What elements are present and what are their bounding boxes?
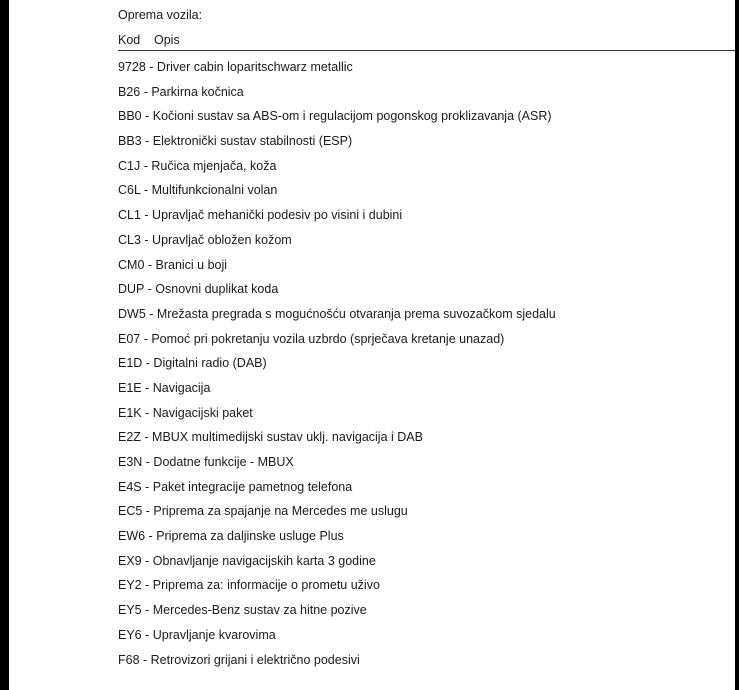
section-title: Oprema vozila: [118,8,203,22]
list-item: DUP - Osnovni duplikat koda [118,282,279,297]
list-item: E1K - Navigacijski paket [118,405,253,420]
list-item: C6L - Multifunkcionalni volan [118,183,278,198]
list-item: CL1 - Upravljač mehanički podesiv po visini i dubini [118,208,403,223]
right-black-border [735,0,739,690]
list-item: E1D - Digitalni radio (DAB) [118,356,267,371]
list-item: DW5 - Mrežasta pregrada s mogućnošću otvaranja prema suvozačkom sjedalu [118,306,556,321]
equipment-list [118,55,735,672]
list-item: EW6 - Priprema za daljinske usluge Plus [118,529,344,544]
column-header-kod: Kod [118,33,141,47]
list-item: CL3 - Upravljač obložen kožom [118,232,292,247]
left-black-border [0,0,9,690]
list-item: E3N - Dodatne funkcije - MBUX [118,455,294,469]
column-header-opis: Opis [154,33,180,47]
list-item: EC5 - Priprema za spajanje na Mercedes me uslugu [118,504,408,519]
list-item: BB0 - Kočioni sustav sa ABS-om i regulacijom pogonskog proklizavanja (ASR) [118,109,552,124]
list-item: 9728 - Driver cabin loparitschwarz metallic [118,60,353,74]
list-item: BB3 - Elektronički sustav stabilnosti (ESP) [118,134,353,149]
equipment-section [118,6,735,672]
list-item: C1J - Ručica mjenjača, koža [118,158,277,173]
list-item: E4S - Paket integracije pametnog telefona [118,479,353,494]
list-item: EY2 - Priprema za: informacije o prometu uživo [118,578,380,593]
table-header [118,31,735,51]
list-item: EY6 - Upravljanje kvarovima [118,627,276,642]
list-item: EX9 - Obnavljanje navigacijskih karta 3 godine [118,553,376,568]
list-item: B26 - Parkirna kočnica [118,84,244,99]
list-item: CM0 - Branici u boji [118,257,228,272]
list-item: EY5 - Mercedes-Benz sustav za hitne pozive [118,603,367,618]
list-item: E1E - Navigacija [118,380,211,395]
list-item: E07 - Pomoć pri pokretanju vozila uzbrdo (sprječava kretanje unazad) [118,331,505,346]
list-item: F68 - Retrovizori grijani i električno podesivi [118,652,360,667]
list-item: E2Z - MBUX multimedijski sustav uklj. navigacija i DAB [118,430,423,445]
